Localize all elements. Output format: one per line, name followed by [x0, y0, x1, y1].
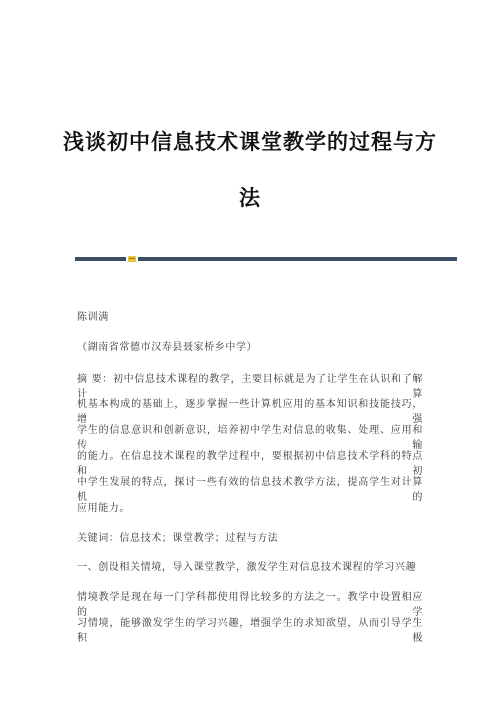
title-line-2: 法	[239, 186, 261, 210]
section-heading-1: 一、创设相关情境，导入课堂教学，激发学生对信息技术课程的学习兴趣	[77, 562, 417, 573]
abstract-line-6: 应用能力。	[77, 503, 130, 514]
body-line-2: 习情境，能够激发学生的学习兴趣，增强学生的求知欲望，从而引导学生积极	[77, 618, 423, 644]
abstract-line-2: 机基本构成的基础上，逐步掌握一些计算机应用的基本知识和技能技巧，增强	[77, 399, 423, 425]
abstract-line-5: 中学生发展的特点，探讨一些有效的信息技术教学方法，提高学生对计算机的	[77, 477, 423, 503]
abstract-line-4: 的能力。在信息技术课程的教学过程中，要根据初中信息技术学科的特点和初	[77, 451, 423, 477]
abstract-line-1: 摘 要：初中信息技术课程的教学，主要目标就是为了让学生在认识和了解计算	[77, 374, 423, 400]
abstract-line-3: 学生的信息意识和创新意识，培养初中学生对信息的收集、处理、应用和传输	[77, 425, 423, 451]
body-line-1: 情境教学是现在每一门学科都使用得比较多的方法之一。教学中设置相应的学	[77, 592, 423, 618]
divider-bar-right	[138, 257, 457, 261]
author-name: 陈训满	[77, 312, 109, 323]
document-title	[60, 114, 440, 226]
title-divider	[75, 256, 457, 262]
divider-book-icon	[128, 256, 136, 262]
title-line-1: 浅谈初中信息技术课堂教学的过程与方	[63, 130, 437, 154]
keywords-line: 关键词：信息技术；课堂教学；过程与方法	[77, 533, 279, 544]
author-affiliation: （湖南省常德市汉寿县聂家桥乡中学）	[77, 342, 258, 353]
divider-bar-left	[75, 257, 126, 261]
